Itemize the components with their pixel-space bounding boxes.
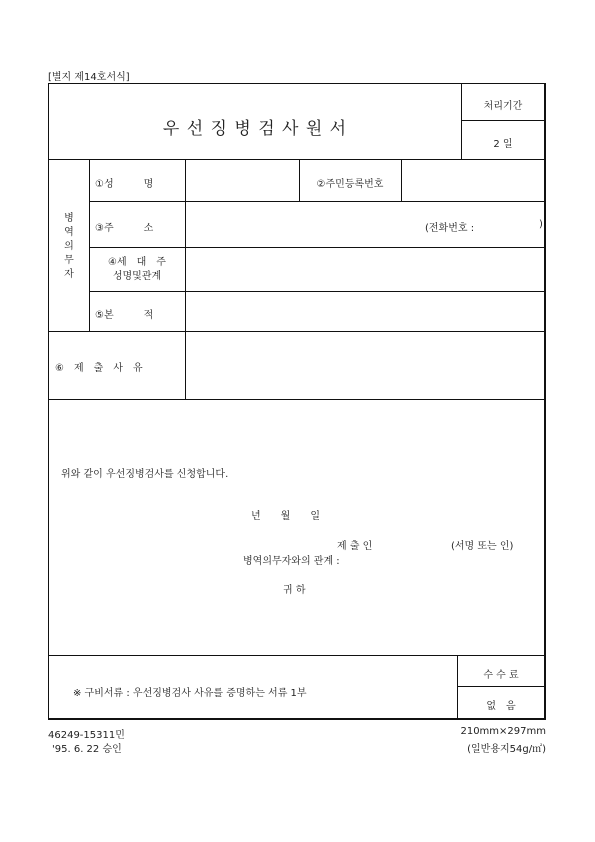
divider: [49, 399, 545, 400]
submission-reason-field[interactable]: [186, 332, 544, 398]
phone-field[interactable]: [481, 214, 537, 236]
date-line: 년 월 일: [251, 511, 320, 522]
name-field[interactable]: [186, 160, 298, 200]
form-code: 46249-15311민: [48, 730, 125, 741]
domicile-field[interactable]: [186, 292, 544, 330]
relation-field[interactable]: [359, 549, 439, 565]
divider: [461, 120, 545, 121]
paper-size: 210mm×297mm: [460, 726, 546, 737]
fee-value: 없 음: [486, 701, 516, 712]
form-number: [별지 제14호서식]: [48, 72, 130, 83]
householder-label: ④세 대 주 성명및관계: [108, 257, 166, 282]
divider: [457, 686, 545, 687]
request-statement: 위와 같이 우선징병검사를 신청합니다.: [61, 469, 229, 480]
paper-type: (일반용지54g/㎡): [467, 744, 546, 755]
address-field[interactable]: [186, 202, 446, 246]
submitter-field[interactable]: [385, 534, 445, 550]
phone-label: (전화번호 :: [425, 223, 475, 234]
form-title: 우 선 징 병 검 사 원 서: [162, 119, 348, 139]
submission-reason-label: ⑥ 제 출 사 유: [55, 363, 143, 374]
attachments-note: ※ 구비서류 : 우선징병검사 사유를 증명하는 서류 1부: [73, 688, 307, 699]
military-obligor-label: 병 역 의 무 자: [64, 213, 74, 280]
processing-period-value: 2 일: [493, 139, 513, 150]
submitter-label: 제 출 인: [337, 541, 373, 552]
rrn-field[interactable]: [402, 160, 544, 200]
phone-close: ): [539, 219, 543, 230]
addressee: 귀 하: [283, 585, 306, 596]
name-label: ①성 명: [95, 179, 154, 190]
address-label: ③주 소: [95, 223, 154, 234]
divider: [89, 159, 90, 331]
domicile-label: ⑤본 적: [95, 310, 154, 321]
processing-period-label: 처리기간: [483, 101, 523, 112]
application-form: [48, 83, 546, 720]
fee-label: 수 수 료: [483, 670, 519, 681]
householder-field[interactable]: [186, 248, 544, 290]
rrn-label: ②주민등록번호: [316, 179, 384, 190]
relation-label: 병역의무자와의 관계 :: [243, 556, 340, 567]
signature-label: (서명 또는 인): [451, 541, 514, 552]
approval-date: '95. 6. 22 승인: [52, 744, 122, 755]
divider: [49, 655, 545, 656]
